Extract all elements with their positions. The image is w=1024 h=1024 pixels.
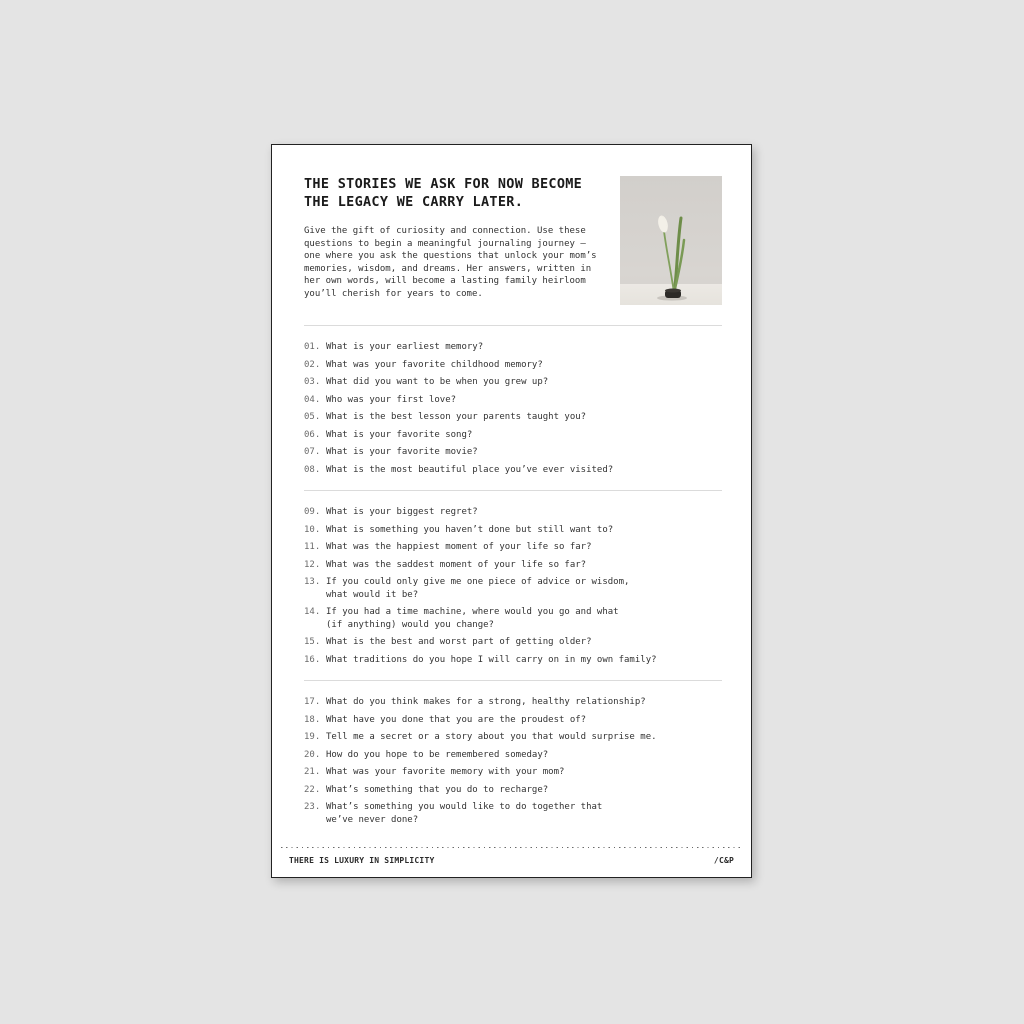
question-row bbox=[304, 749, 722, 762]
question-row bbox=[304, 714, 722, 727]
footer-row bbox=[281, 856, 742, 865]
question-number: 12. bbox=[304, 559, 321, 570]
question-text: What is the best lesson your parents taught you? bbox=[326, 412, 587, 422]
question-text: What was your favorite childhood memory? bbox=[326, 359, 543, 370]
question-text: What is your favorite song? bbox=[326, 429, 473, 440]
question-row bbox=[304, 559, 722, 572]
question-row bbox=[304, 506, 722, 519]
question-text: What have you done that you are the proudest of? bbox=[326, 714, 587, 725]
question-number: 07. bbox=[304, 447, 321, 457]
header-text bbox=[304, 176, 606, 300]
question-number: 16. bbox=[304, 654, 321, 665]
question-text: What traditions do you hope I will carry on in my own family? bbox=[326, 654, 657, 665]
question-number: 15. bbox=[304, 637, 321, 647]
question-text: If you could only give me one piece of advice or wisdom, what would it be? bbox=[326, 577, 630, 600]
question-number: 03. bbox=[304, 377, 321, 387]
question-row bbox=[304, 766, 722, 779]
footer-tagline: THERE IS LUXURY IN SIMPLICITY bbox=[289, 856, 435, 865]
page-title-line-2: THE LEGACY WE CARRY LATER. bbox=[304, 193, 524, 210]
question-text: Who was your first love? bbox=[326, 394, 457, 405]
question-row bbox=[304, 784, 722, 797]
card-header bbox=[304, 176, 722, 305]
question-number: 17. bbox=[304, 697, 321, 707]
question-text: If you had a time machine, where would you go and what (if anything) would you change? bbox=[326, 607, 619, 630]
page-title bbox=[304, 176, 606, 211]
question-number: 20. bbox=[304, 749, 321, 760]
question-section-3 bbox=[304, 680, 722, 840]
question-text: What is your favorite movie? bbox=[326, 447, 478, 457]
question-number: 10. bbox=[304, 524, 321, 535]
question-text: What is your earliest memory? bbox=[326, 342, 484, 352]
question-number: 21. bbox=[304, 767, 321, 777]
question-row bbox=[304, 429, 722, 442]
question-row bbox=[304, 636, 722, 649]
question-text: What’s something that you do to recharge? bbox=[326, 784, 549, 795]
question-text: What’s something you would like to do together that we’ve never done? bbox=[326, 802, 603, 825]
question-row bbox=[304, 696, 722, 709]
question-text: What do you think makes for a strong, healthy relationship? bbox=[326, 697, 646, 707]
question-row bbox=[304, 411, 722, 424]
question-number: 22. bbox=[304, 784, 321, 795]
question-text: What is the best and worst part of getting older? bbox=[326, 637, 592, 647]
question-row bbox=[304, 464, 722, 477]
question-text: What was the saddest moment of your life so far? bbox=[326, 559, 587, 570]
question-number: 06. bbox=[304, 429, 321, 440]
question-row bbox=[304, 576, 722, 601]
question-row bbox=[304, 394, 722, 407]
question-text: What is something you haven’t done but still want to? bbox=[326, 524, 614, 535]
question-row bbox=[304, 654, 722, 667]
tulip-photo bbox=[620, 176, 722, 305]
question-row bbox=[304, 341, 722, 354]
footer-brand-mark: /C&P bbox=[713, 856, 734, 865]
question-row bbox=[304, 541, 722, 554]
page-title-line-1: THE STORIES WE ASK FOR NOW BECOME bbox=[304, 176, 583, 192]
question-card bbox=[271, 144, 752, 878]
intro-paragraph: Give the gift of curiosity and connection. Use these questions to begin a meaningful journaling journey — one where you ask the questions that unlock your mom’s memories, wisdom, and dreams. Her answers, written in her own words, will become a lasting family heirloom you’ll cherish for years to come. bbox=[304, 226, 597, 299]
question-row bbox=[304, 524, 722, 537]
question-text: What was your favorite memory with your mom? bbox=[326, 767, 565, 777]
question-number: 01. bbox=[304, 342, 321, 352]
card-content bbox=[272, 145, 751, 877]
question-text: What is your biggest regret? bbox=[326, 507, 478, 517]
question-text: What was the happiest moment of your life so far? bbox=[326, 542, 592, 552]
question-list bbox=[304, 325, 722, 840]
question-number: 08. bbox=[304, 464, 321, 475]
question-number: 04. bbox=[304, 394, 321, 405]
question-section-2 bbox=[304, 490, 722, 680]
question-number: 05. bbox=[304, 412, 321, 422]
question-row bbox=[304, 376, 722, 389]
question-section-1 bbox=[304, 325, 722, 490]
question-number: 13. bbox=[304, 577, 321, 587]
question-row bbox=[304, 446, 722, 459]
dotted-divider bbox=[281, 847, 742, 849]
card-footer bbox=[280, 847, 743, 878]
question-text: Tell me a secret or a story about you that would surprise me. bbox=[326, 732, 657, 742]
question-number: 19. bbox=[304, 732, 321, 742]
question-row bbox=[304, 801, 722, 826]
question-text: How do you hope to be remembered someday? bbox=[326, 749, 549, 760]
question-number: 11. bbox=[304, 542, 321, 552]
question-number: 14. bbox=[304, 607, 321, 617]
question-text: What did you want to be when you grew up? bbox=[326, 377, 549, 387]
question-text: What is the most beautiful place you’ve ever visited? bbox=[326, 464, 614, 475]
question-row bbox=[304, 359, 722, 372]
question-row bbox=[304, 731, 722, 744]
question-number: 02. bbox=[304, 359, 321, 370]
question-number: 23. bbox=[304, 802, 321, 812]
question-number: 18. bbox=[304, 714, 321, 725]
question-number: 09. bbox=[304, 507, 321, 517]
question-row bbox=[304, 606, 722, 631]
